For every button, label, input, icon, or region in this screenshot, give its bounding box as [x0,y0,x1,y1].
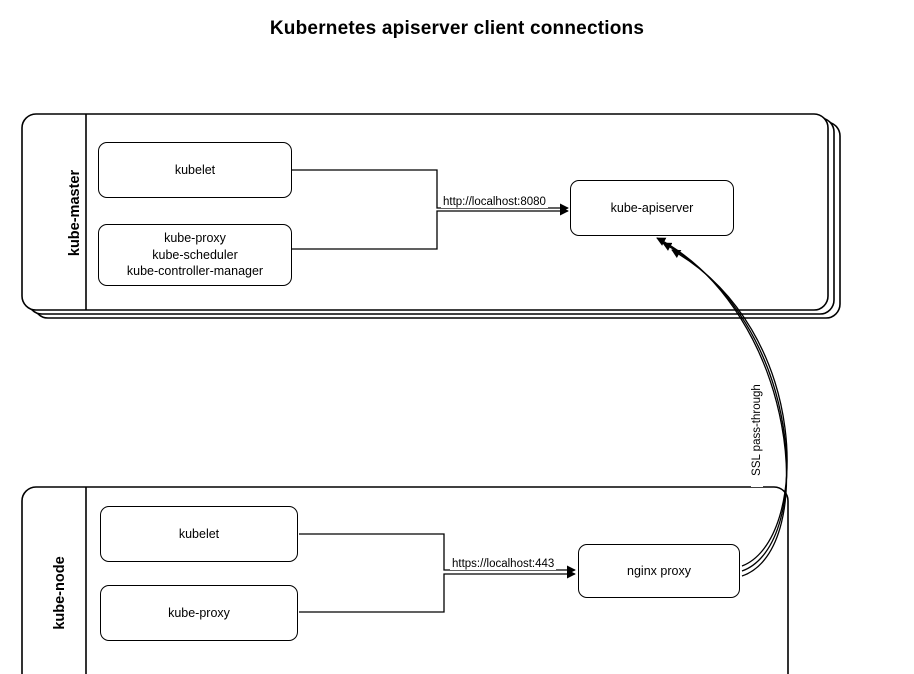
node-label: kube-apiserver [610,200,694,215]
node-node-kubelet[interactable] [100,506,298,562]
page-title: Kubernetes apiserver client connections [269,18,645,39]
node-label: nginx proxy [627,563,691,578]
node-label-kube-proxy: kube-proxy [164,230,226,245]
edge-label-ssl-pass-through: SSL pass-through [751,373,763,487]
group-label-kube-node: kube-node [52,556,68,630]
edge-label-https-localhost-443: https://localhost:443 [452,558,555,570]
node-kube-apiserver[interactable] [570,180,734,236]
node-master-control-plane-clients[interactable] [98,224,292,286]
node-label: kubelet [174,162,216,177]
node-label-kube-scheduler: kube-scheduler [152,247,238,262]
node-label: kubelet [178,526,220,541]
node-label: kube-proxy [168,605,230,620]
group-label-kube-master: kube-master [67,169,83,257]
node-label-kube-controller-manager: kube-controller-manager [126,264,264,279]
node-master-kubelet[interactable] [98,142,292,198]
node-node-kube-proxy[interactable] [100,585,298,641]
edge-label-http-localhost-8080: http://localhost:8080 [443,196,546,208]
node-nginx-proxy[interactable] [578,544,740,598]
